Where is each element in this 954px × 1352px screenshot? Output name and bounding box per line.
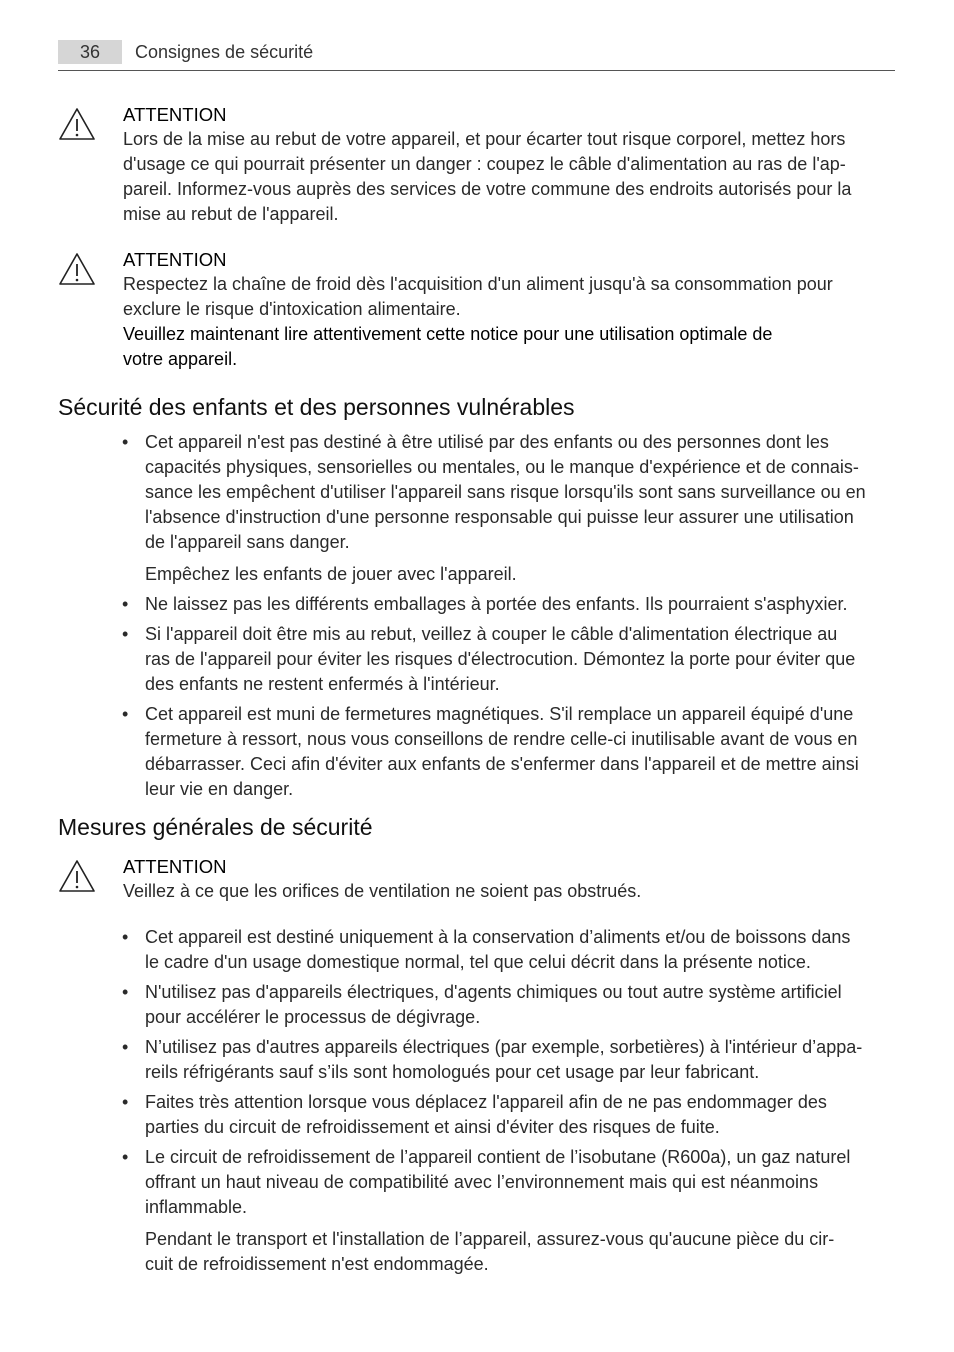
warning-line: Lors de la mise au rebut de votre appareil, et pour écarter tout risque corporel, mettez hors	[123, 129, 846, 149]
warning-emphasis-line: Veuillez maintenant lire attentivement cette notice pour une utilisation optimale de	[123, 324, 773, 344]
list-item: • Faites très attention lorsque vous déplacez l'appareil afin de ne pas endommager des parties du circuit de refroidissement et ainsi d'éviter des risques de fuite.	[122, 1092, 827, 1137]
warning-line: exclure le risque d'intoxication alimentaire.	[123, 299, 461, 319]
section-heading: Sécurité des enfants et des personnes vulnérables	[58, 394, 575, 420]
list-item: • Cet appareil est muni de fermetures magnétiques. S'il remplace un appareil équipé d'une fermeture à ressort, nous vous conseillons de rendre celle-ci inutilisable avant de vous en débarrasser. Ceci afin d'éviter aux enfants de s'enfermer dans l'appareil et de mettre ainsi leur vie en danger.	[122, 704, 859, 799]
children-safety-list	[58, 430, 898, 802]
bullet: •	[122, 1092, 129, 1112]
bullet: •	[122, 704, 129, 724]
bullet: •	[122, 982, 129, 1002]
warning-line: mise au rebut de l'appareil.	[123, 204, 339, 224]
section-general-safety	[58, 812, 898, 842]
bullet: •	[122, 927, 129, 947]
warning-triangle-icon	[58, 107, 96, 141]
warning-disposal	[58, 103, 898, 227]
page-number: 36	[58, 40, 122, 64]
list-item: • Cet appareil est destiné uniquement à la conservation d’aliments et/ou de boissons dans le cadre d'un usage domestique normal, tel que celui décrit dans la présente notice.	[122, 927, 851, 972]
section-heading: Mesures générales de sécurité	[58, 814, 373, 840]
warning-emphasis-line: votre appareil.	[123, 349, 238, 369]
list-item: • Si l'appareil doit être mis au rebut, veillez à couper le câble d'alimentation électrique au ras de l'appareil pour éviter les risques d'électrocution. Démontez la porte pour éviter que des enfants ne restent enfermés à l'intérieur.	[122, 624, 856, 694]
list-item: • Ne laissez pas les différents emballages à portée des enfants. Ils pourraient s'asphyxier.	[58, 592, 898, 617]
bullet: •	[122, 624, 129, 644]
warning-ventilation	[58, 855, 898, 904]
warning-cold-chain	[58, 248, 898, 372]
list-item: • Le circuit de refroidissement de l’appareil contient de l’isobutane (R600a), un gaz naturel offrant un haut niveau de compatibilité avec l’environnement mais qui est néanmoins inflammable.	[122, 1147, 851, 1217]
list-item-continuation: Empêchez les enfants de jouer avec l'appareil.	[145, 564, 517, 584]
running-title: Consignes de sécurité	[135, 42, 314, 62]
warning-triangle-icon	[58, 859, 96, 893]
warning-title: ATTENTION	[123, 856, 227, 877]
page-header	[58, 40, 895, 71]
warning-line: Respectez la chaîne de froid dès l'acquisition d'un aliment jusqu'à sa consommation pour	[123, 274, 833, 294]
warning-title: ATTENTION	[123, 104, 227, 125]
list-item: • Cet appareil n'est pas destiné à être utilisé par des enfants ou des personnes dont les capacités physiques, sensorielles ou mentales, ou le manque d'expérience et de connais- sance les empêchent d'utiliser l'appareil sans risque lorsqu'ils sont sans surveillance ou en l'absence d'instruction d'une personne responsable qui puisse leur assurer une utilisation de l'appareil sans danger.	[122, 432, 866, 552]
list-item: • N'utilisez pas d'appareils électriques, d'agents chimiques ou tout autre système artificiel pour accélérer le processus de dégivrage.	[122, 982, 842, 1027]
warning-line: Veillez à ce que les orifices de ventilation ne soient pas obstrués.	[123, 881, 642, 901]
bullet: •	[122, 432, 129, 452]
general-safety-list	[58, 925, 898, 1277]
list-item-continuation: Pendant le transport et l'installation de l’appareil, assurez-vous qu'aucune pièce du cir- cuit de refroidissement n'est endommagée.	[145, 1229, 835, 1274]
bullet: •	[122, 594, 129, 614]
bullet: •	[122, 1037, 129, 1057]
warning-line: d'usage ce qui pourrait présenter un danger : coupez le câble d'alimentation au ras de l'ap-	[123, 154, 846, 174]
bullet: •	[122, 1147, 129, 1167]
warning-title: ATTENTION	[123, 249, 227, 270]
warning-line: pareil. Informez-vous auprès des services de votre commune des endroits autorisés pour la	[123, 179, 852, 199]
list-item: • N’utilisez pas d'autres appareils électriques (par exemple, sorbetières) à l'intérieur d’appa- reils réfrigérants sauf s’ils sont homologués pour cet usage par leur fabricant.	[122, 1037, 863, 1082]
section-children-safety	[58, 392, 898, 422]
warning-triangle-icon	[58, 252, 96, 286]
